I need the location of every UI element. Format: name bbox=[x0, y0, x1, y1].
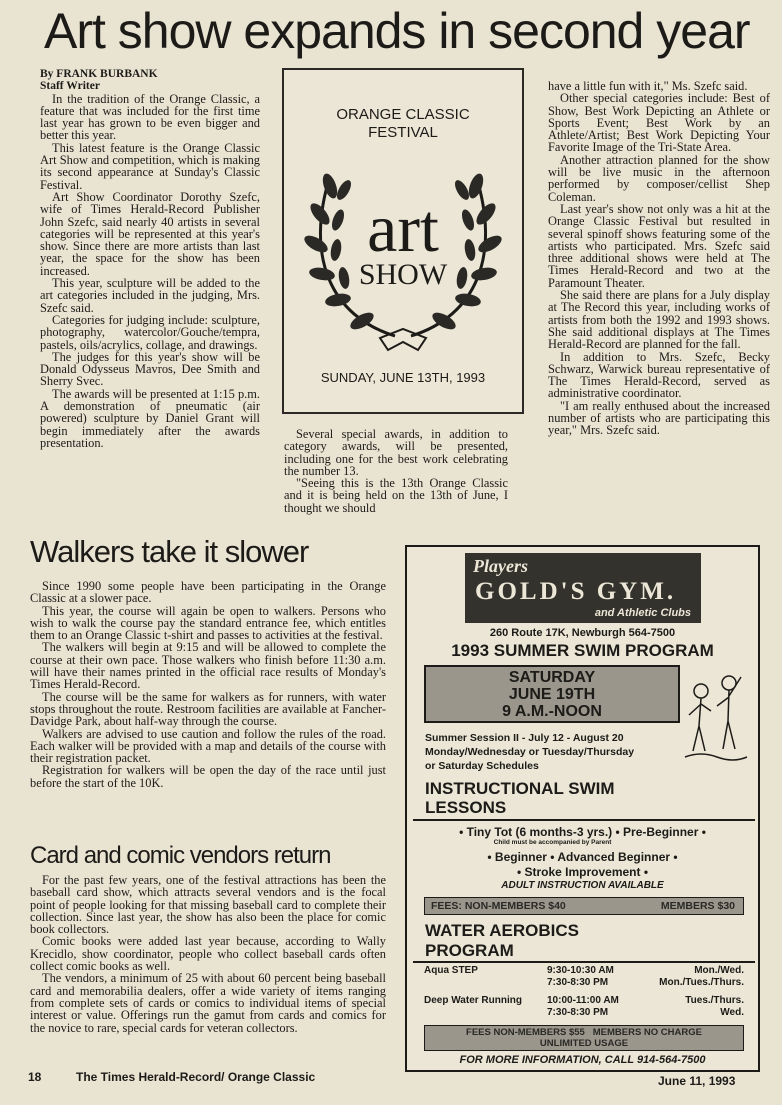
paragraph: The course will be the same for walkers as for runners, with water stops throughout the route. Restroom facilities are available at Fancher-Davidge Park, about half-way through the course. bbox=[30, 689, 386, 729]
paragraph: Last year's show not only was a hit at the Orange Classic Festival but resulted in several spinoff shows featuring some of the artists who participated. Mrs. Szefc said three additional shows were held at The Times Herald-Record and two at the Paramount Theater. bbox=[548, 201, 770, 290]
paragraph: "I am really enthused about the increased number of artists who are participating this year," Mrs. Szefc said. bbox=[548, 398, 770, 438]
page-number: 18 bbox=[28, 1070, 42, 1084]
article1-column-2 bbox=[284, 428, 508, 514]
paragraph: Categories for judging include: sculpture, photography, watercolor/Gouche/tempra, pastels, oils/acrylics, collage, and drawings. bbox=[40, 312, 260, 352]
paragraph: Comic books were added last year because, according to Wally Krecidlo, show coordinator, people who collect baseball cards often collect comic books as well. bbox=[30, 934, 386, 974]
divider bbox=[413, 961, 755, 963]
parent-note: Child must be accompanied by Parent bbox=[493, 839, 612, 846]
article1-column-3 bbox=[548, 80, 770, 437]
aqua-step-time-2: 7:30-8:30 PM bbox=[547, 977, 609, 988]
paragraph: have a little fun with it," Ms. Szefc said. bbox=[548, 79, 748, 93]
swim-fees-bar bbox=[424, 897, 744, 915]
paragraph: Art Show Coordinator Dorothy Szefc, wife of Times Herald-Record Publisher John Szefc, said nearly 40 artists in several categories will be represented at this year's show. Since there are more artists than last year, the space for the show has been increased. bbox=[40, 189, 260, 278]
byline: By FRANK BURBANK bbox=[40, 68, 158, 80]
deep-water-label: Deep Water Running bbox=[424, 995, 522, 1006]
divider bbox=[413, 819, 755, 821]
paragraph: The awards will be presented at 1:15 p.m. A demonstration of pneumatic (air powered) sculpture by Daniel Grant will begin immediately after the awards presentation. bbox=[40, 386, 260, 450]
session-days: Monday/Wednesday or Tuesday/Thursday bbox=[425, 746, 635, 758]
open-house-time: 9 A.M.-NOON bbox=[502, 703, 602, 720]
paragraph: Since 1990 some people have been participating in the Orange Classic at a slower pace. bbox=[30, 579, 386, 606]
paragraph: Several special awards, in addition to category awards, will be presented, including one for the best work celebrating the number 13. bbox=[284, 427, 508, 478]
athletic-clubs: and Athletic Clubs bbox=[594, 607, 691, 619]
open-house-date: JUNE 19TH bbox=[508, 686, 596, 703]
headline-walkers: Walkers take it slower bbox=[30, 534, 309, 569]
poster-art: art bbox=[367, 190, 439, 266]
deep-water-days-2: Wed. bbox=[720, 1007, 744, 1018]
lessons-title-2: LESSONS bbox=[425, 798, 507, 817]
aerobics-title-2: PROGRAM bbox=[425, 941, 514, 960]
adult-instruction: ADULT INSTRUCTION AVAILABLE bbox=[501, 880, 664, 891]
paragraph: The judges for this year's show will be Donald Odysseus Mavros, Dee Smith and Sherry Svec. bbox=[40, 349, 260, 389]
gym-logo-block bbox=[465, 553, 701, 623]
byline-role: Staff Writer bbox=[40, 80, 100, 93]
article1-column-1 bbox=[40, 68, 260, 449]
poster-show: SHOW bbox=[358, 258, 448, 291]
paragraph: This year, sculpture will be added to the art categories included in the judging, Mrs. Szefc said. bbox=[40, 276, 260, 315]
paragraph: This year, the course will again be open to walkers. Persons who wish to walk the course pay the standard entrance fee, which entitles them to an Orange Classic t-shirt and passes to activities at the festival. bbox=[30, 603, 386, 643]
swim-program-title: 1993 SUMMER SWIM PROGRAM bbox=[451, 641, 714, 660]
levels-line-1: • Tiny Tot (6 months-3 yrs.) • Pre-Beginner • bbox=[459, 825, 706, 839]
paragraph: This latest feature is the Orange Classic Art Show and competition, which is making its second appearance at Sunday's Classic Festival. bbox=[40, 140, 260, 192]
poster-line2: FESTIVAL bbox=[368, 124, 438, 141]
paragraph: She said there are plans for a July display at The Record this year, including works of artists from both the 1992 and 1993 shows. She said additional displays at The Times Herald-Record are planned for the fall. bbox=[548, 288, 770, 352]
session-saturday: or Saturday Schedules bbox=[425, 760, 539, 772]
aqua-step-days-2: Mon./Tues./Thurs. bbox=[659, 977, 744, 988]
open-house-banner bbox=[424, 665, 680, 723]
article2-body bbox=[30, 580, 386, 789]
levels-line-2: • Beginner • Advanced Beginner • bbox=[487, 850, 678, 864]
fees-nonmembers: FEES: NON-MEMBERS $40 bbox=[431, 900, 566, 912]
paragraph: Walkers are advised to use caution and follow the rules of the road. Each walker will be provided with a map and details of the course with their registration packet. bbox=[30, 726, 386, 766]
paragraph: Other special categories include: Best of Show, Best Work Depicting an Athlete or Sports Event; Best Work by an Athlete/Artist; Best Work Depicting Your Favorite Image of the Tri-State Area. bbox=[548, 91, 770, 155]
publication-name: The Times Herald-Record/ Orange Classic bbox=[76, 1070, 316, 1084]
deep-water-time-2: 7:30-8:30 PM bbox=[547, 1007, 609, 1018]
aerobics-fees-nonmembers: FEES NON-MEMBERS $55 bbox=[466, 1027, 585, 1038]
paragraph: The walkers will begin at 9:15 and will be allowed to complete the course at their own pace. Those walkers who finish before 11:30 a.m. will have their names printed in the official race results of Monday's Times Herald-Record. bbox=[30, 640, 386, 692]
aqua-step-time-1: 9:30-10:30 AM bbox=[547, 965, 614, 976]
paragraph: The vendors, a minimum of 25 with about 60 percent being baseball card and memorabilia dealers, offer a wide variety of items ranging from complete sets of cards or comics to individual items of special interest or value. Offerings run the gamut from cards and comics for the novice to rare, special cards for veteran collectors. bbox=[30, 971, 386, 1035]
poster-date: SUNDAY, JUNE 13TH, 1993 bbox=[320, 370, 486, 385]
golds-gym-logo: GOLD'S GYM. bbox=[475, 578, 677, 605]
fees-members: MEMBERS $30 bbox=[660, 900, 735, 912]
article3-body bbox=[30, 874, 386, 1034]
golds-gym-advertisement bbox=[405, 545, 760, 1072]
paragraph: Another attraction planned for the show will be live music in the afternoon performed by composer/cellist Shep Coleman. bbox=[548, 152, 770, 204]
poster-line1: ORANGE CLASSIC bbox=[336, 106, 470, 123]
paragraph: In the tradition of the Orange Classic, a feature that was included for the first time last year has grown to be even bigger and better this year. bbox=[40, 91, 260, 143]
aerobics-fees-bar bbox=[424, 1025, 744, 1051]
summer-session: Summer Session II - July 12 - August 20 bbox=[425, 732, 624, 744]
gym-address: 260 Route 17K, Newburgh 564-7500 bbox=[489, 627, 676, 639]
levels-line-3: • Stroke Improvement • bbox=[516, 865, 649, 879]
paragraph: "Seeing this is the 13th Orange Classic and it is being held on the 13th of June, I thought we should bbox=[284, 476, 508, 515]
swimmers-illustration-icon bbox=[681, 671, 751, 766]
deep-water-days-1: Tues./Thurs. bbox=[685, 995, 744, 1006]
art-show-poster bbox=[282, 68, 524, 414]
paragraph: Registration for walkers will be open the day of the race until just before the start of the 10K. bbox=[30, 763, 386, 790]
lessons-title-1: INSTRUCTIONAL SWIM bbox=[425, 779, 615, 798]
aerobics-fees-members: MEMBERS NO CHARGE bbox=[592, 1027, 702, 1038]
open-house-day: SATURDAY bbox=[508, 669, 596, 686]
paragraph: In addition to Mrs. Szefc, Becky Schwarz, Warwick bureau representative of The Times Herald-Record, served as administrative coordinator. bbox=[548, 349, 770, 401]
players-logo: Players bbox=[473, 556, 528, 576]
more-info: FOR MORE INFORMATION, CALL 914-564-7500 bbox=[459, 1054, 706, 1066]
aerobics-title-1: WATER AEROBICS bbox=[425, 921, 579, 940]
headline-vendors: Card and comic vendors return bbox=[30, 842, 331, 869]
aqua-step-label: Aqua STEP bbox=[424, 965, 478, 976]
deep-water-time-1: 10:00-11:00 AM bbox=[547, 995, 619, 1006]
headline: Art show expands in second year bbox=[44, 3, 750, 59]
aqua-step-days-1: Mon./Wed. bbox=[694, 965, 744, 976]
paragraph: For the past few years, one of the festival attractions has been the baseball card show, which attracts several vendors and is the focal point of people looking for that missing baseball card to complete their collection. Since last year, the show has also been the place for comic book collectors. bbox=[30, 873, 386, 937]
aerobics-unlimited: UNLIMITED USAGE bbox=[539, 1038, 629, 1049]
publication-date: June 11, 1993 bbox=[658, 1074, 736, 1088]
